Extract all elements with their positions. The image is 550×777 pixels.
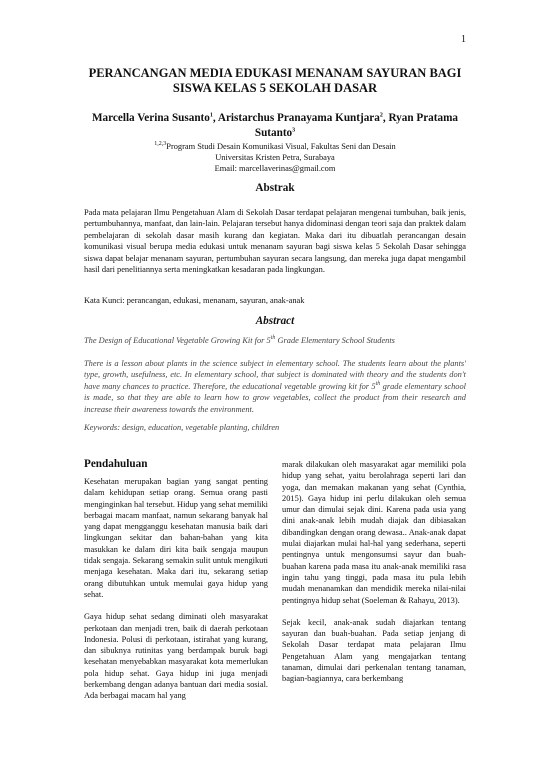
abstract-body xyxy=(84,358,466,415)
abstract-body-sup: th xyxy=(375,381,381,388)
affiliation-department: Program Studi Desain Komunikasi Visual, Fakultas Seni dan Desain xyxy=(166,142,396,151)
abstract-body-text-end: grade elementary school is made, so that they are able to learn how to grow vegetables, collect the product from their research and increase their awareness towards the environment. xyxy=(84,381,466,414)
author-name: Aristarchus Pranayama Kuntjara xyxy=(217,112,380,124)
abstract-title-text-end: Grade Elementary School Students xyxy=(275,336,395,345)
body-paragraph: Gaya hidup sehat sedang diminati oleh masyarakat perkotaan dan menjadi tren, baik di daerah perkotaan Indonesia. Polusi di perkotaan, istirahat yang kurang, dan sibuknya rutinitas yang berdampak buruk bagi kesehatan menyebabkan masyarakat kota memerlukan pola hidup sehat. Gaya hidup ini juga menjadi berkembang dengan adanya bantuan dari media sosial. Ada berbagai macam hal yang xyxy=(84,612,268,701)
paper-title: PERANCANGAN MEDIA EDUKASI MENANAM SAYURAN BAGI SISWA KELAS 5 SEKOLAH DASAR xyxy=(88,66,462,95)
abstrak-body: Pada mata pelajaran Ilmu Pengetahuan Alam di Sekolah Dasar terdapat pelajaran mengenai tumbuhan, baik jenis, pertumbuhannya, manfaat, dan lain-lain. Pelajaran tersebut hanya didominasi dengan teori saja dan praktek dalam pembelajaran di sekolah dasar masih kurang dan kegiatan. Maka dari itu dibuatlah perancangan desain komunikasi visual berupa media edukasi untuk menanam sayuran bagi siswa kelas 5 Sekolah Dasar sehingga siswa dapat belajar menanam sayuran, pertumbuhan sayuran secara langsung, dan mereka juga dapat mengambil hasil dari penelitiannya serta meningkatkan kesadaran pada lingkungan. xyxy=(84,208,466,275)
author-marker: 3 xyxy=(292,127,296,134)
left-column xyxy=(84,476,268,713)
body-paragraph: Sejak kecil, anak-anak sudah diajarkan tentang sayuran dan buah-buahan. Pada setiap jenjang di Sekolah Dasar terdapat mata pelajaran Ilmu Pengetahuan Alam yang mengajarkan tentang tanaman, dimulai dari perkenalan tentang tanaman, bagian-bagiannya, cara berkembang xyxy=(282,617,466,684)
body-paragraph: Kesehatan merupakan bagian yang sangat penting dalam kehidupan setiap orang. Semua orang pasti menginginkan hal tersebut. Hidup yang sehat memiliki berbagai macam manfaat, namun sekarang banyak hal yang dapat mengganggu kesehatan manusia baik dari lingkungan sekitar dan bahan-bahan yang kita masukkan ke dalam diri kita baik sengaja maupun tidak sengaja. Sekarang semakin sulit untuk mengikuti menjaga kesehatan. Maka dari itu, sekarang setiap orang dibutuhkan untuk memulai gaya hidup yang sehat. xyxy=(84,477,268,599)
author-name: Marcella Verina Susanto xyxy=(91,112,210,124)
affiliation-university: Universitas Kristen Petra, Surabaya xyxy=(215,153,335,162)
author-separator: , xyxy=(382,112,389,124)
affiliation-block xyxy=(84,141,466,174)
abstract-body-text: There is a lesson about plants in the science subject in elementary school. The students learn about the plants' type, growth, usefulness, etc. In elementary school, that subject is dominated with theory and the students don't have many chances to practice. Therefore, the educational vegetable growing kit for 5 xyxy=(84,359,466,391)
body-paragraph: marak dilakukan oleh masyarakat agar memiliki pola hidup yang sehat, yaitu berolahraga seperti lari dan yoga, dan memakan makanan yang sehat (Cynthia, 2015). Gaya hidup ini perlu dilakukan oleh semua umur dan dimulai sejak dini. Karena pada usia yang dini anak-anak lebih mudah diajak dan dibiasakan dibandingkan dengan orang dewasa.. Anak-anak dapat mulai diajarkan mulai hal-hal yang sederhana, seperti pentingnya untuk mengonsumsi sayur dan buah-buahan karena pada masa itu anak-anak memiliki rasa ingin tahu yang tinggi, pada masa itu pula lebih mudah menanamkan dan mendidik mereka nilai-nilai pentingnya hidup sehat (Soeleman & Rahayu, 2013). xyxy=(282,460,466,605)
author-marker: 2 xyxy=(379,112,383,119)
right-column xyxy=(282,459,466,696)
section-heading-pendahuluan: Pendahuluan xyxy=(84,458,148,470)
author-name: Ryan Pratama Sutanto xyxy=(254,112,458,139)
author-separator: , xyxy=(212,112,218,124)
author-list xyxy=(84,111,466,141)
page-number: 1 xyxy=(461,34,466,45)
abstract-english-title xyxy=(84,336,466,345)
abstract-title-sup: th xyxy=(270,335,276,342)
abstrak-heading: Abstrak xyxy=(255,182,295,194)
abstract-keywords: Keywords: design, education, vegetable planting, children xyxy=(84,423,280,432)
abstrak-keywords: Kata Kunci: perancangan, edukasi, menanam, sayuran, anak-anak xyxy=(84,296,305,305)
abstract-title-text: The Design of Educational Vegetable Growing Kit for 5 xyxy=(84,336,271,345)
abstract-heading: Abstract xyxy=(255,315,295,327)
author-marker: 1 xyxy=(209,112,213,119)
affiliation-marker: 1,2,3 xyxy=(154,141,167,148)
author-email: Email: marcellaverinas@gmail.com xyxy=(214,164,336,173)
